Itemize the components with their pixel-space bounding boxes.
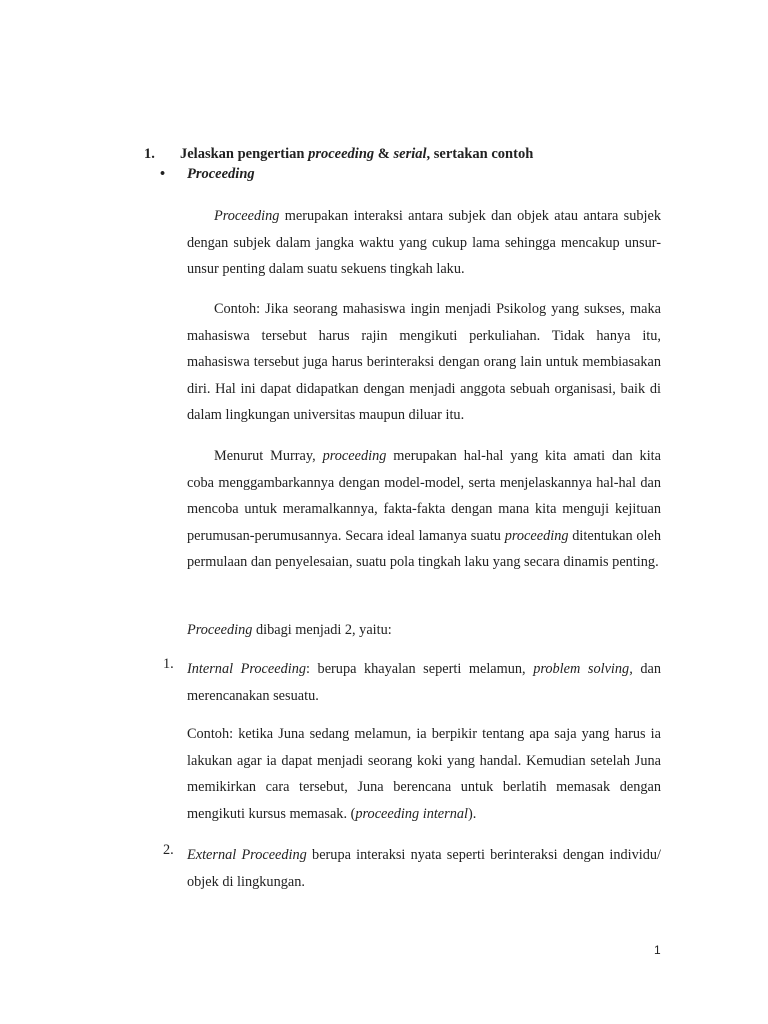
paragraph-example: Contoh: Jika seorang mahasiswa ingin menjadi Psikolog yang sukses, maka mahasiswa tersebut harus rajin mengikuti perkuliahan. Tidak hanya itu, mahasiswa tersebut juga harus berinteraksi dengan orang lain untuk membiasakan diri. Hal ini dapat didapatkan dengan menjadi anggota sebuah organisasi, baik di dalam lingkungan universitas maupun diluar itu. bbox=[187, 301, 661, 423]
paragraph-division: Proceeding dibagi menjadi 2, yaitu: bbox=[187, 622, 392, 638]
paragraph-definition: Proceeding merupakan interaksi antara subjek dan objek atau antara subjek dengan subjek dalam jangka waktu yang cukup lama sehingga mencakup unsur-unsur penting dalam suatu sekuens tingkah laku. bbox=[187, 208, 661, 277]
paragraph-murray: Menurut Murray, proceeding merupakan hal-hal yang kita amati dan kita coba menggambarkannya dengan model-model, serta menjelaskannya hal-hal dan mencoba untuk meramalkannya, fakta-fakta dengan mana kita menguji kejituan perumusan-perumusannya. Secara ideal lamanya suatu proceeding ditentukan oleh permulaan dan penyelesaian, suatu pola tingkah laku yang secara dinamis penting. bbox=[187, 448, 661, 570]
bullet-label: Proceeding bbox=[187, 166, 255, 182]
heading-number: 1. bbox=[144, 146, 155, 162]
page-number: 1 bbox=[654, 943, 661, 957]
item-1-example: Contoh: ketika Juna sedang melamun, ia berpikir tentang apa saja yang harus ia lakukan agar ia dapat menjadi seorang koki yang handal. Kemudian setelah Juna memikirkan cara tersebut, Juna berencana untuk berlatih memasak dengan mengikuti kursus memasak. (proceeding internal). bbox=[187, 726, 661, 822]
item-2-external: External Proceeding berupa interaksi nyata seperti berinteraksi dengan individu/ objek di lingkungan. bbox=[187, 847, 661, 890]
item-2-number: 2. bbox=[163, 842, 174, 858]
item-1-internal: Internal Proceeding: berupa khayalan seperti melamun, problem solving, dan merencanakan sesuatu. bbox=[187, 661, 661, 704]
bullet-icon: • bbox=[160, 166, 166, 182]
heading-text: Jelaskan pengertian proceeding & serial, sertakan contoh bbox=[180, 146, 534, 162]
item-1-number: 1. bbox=[163, 656, 174, 672]
